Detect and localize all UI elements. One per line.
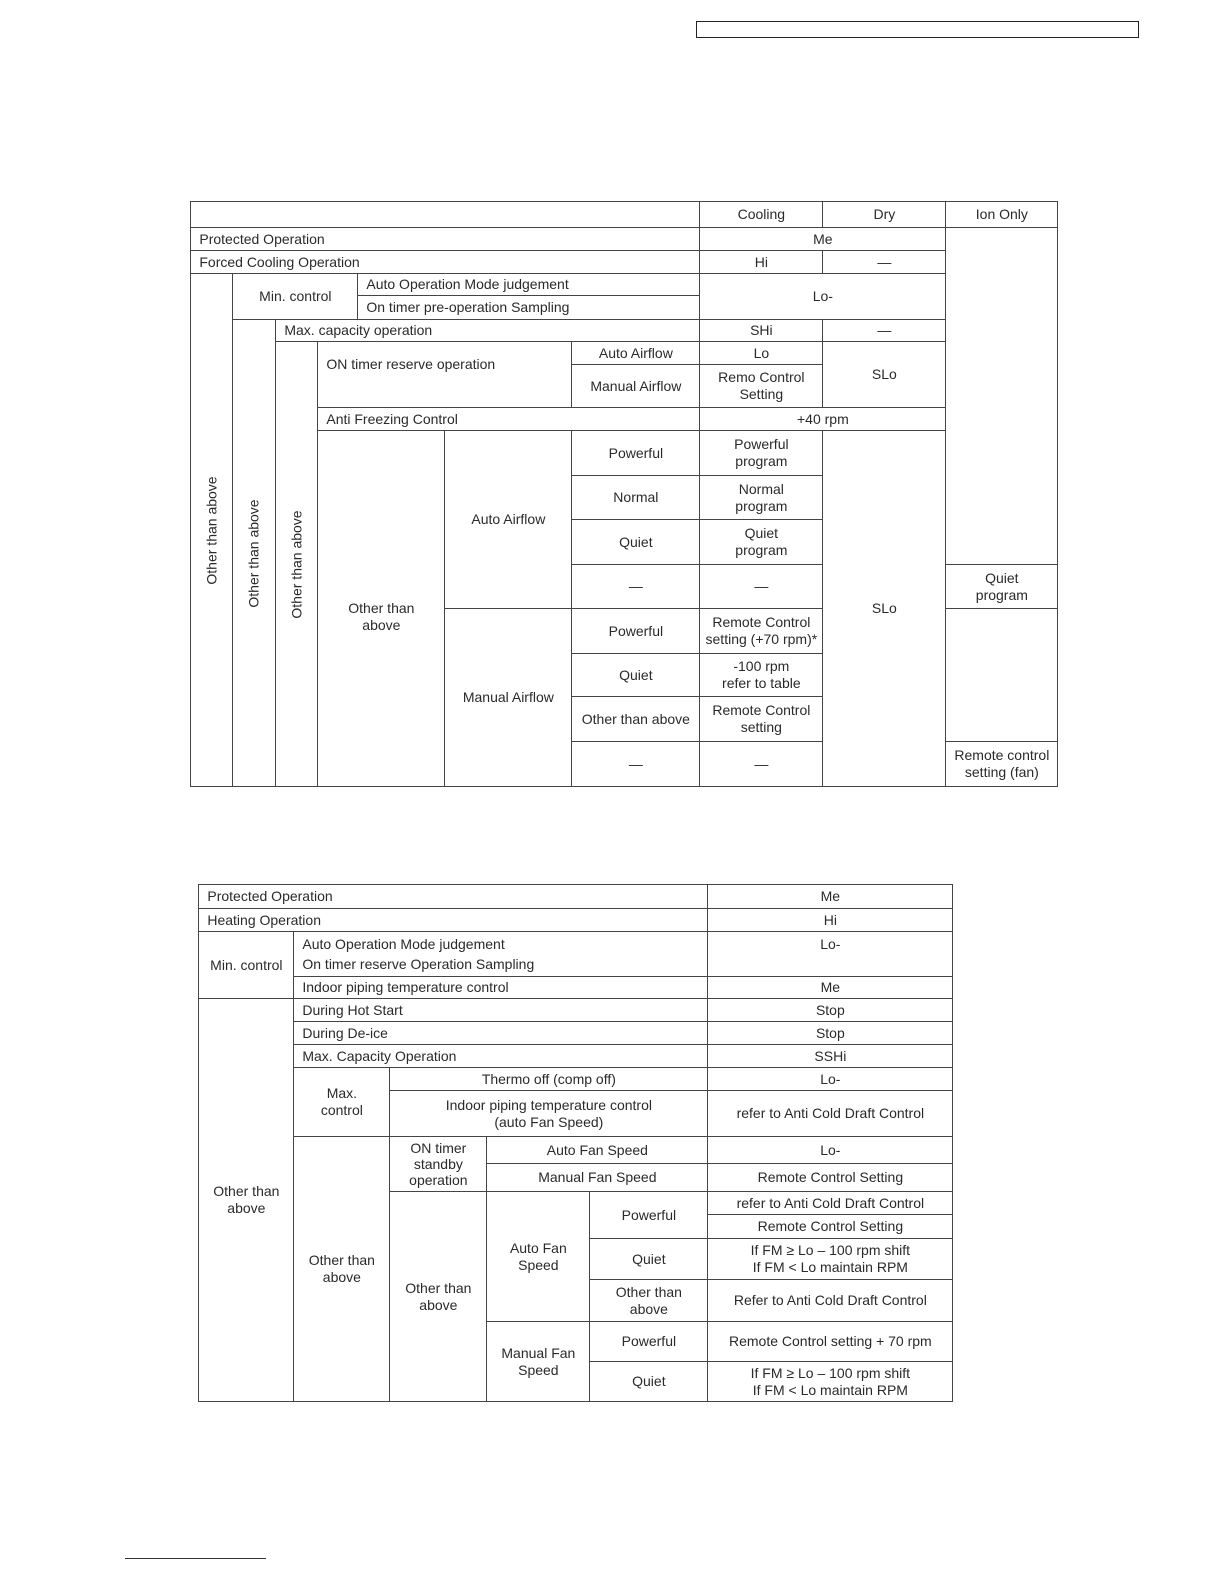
auto-powerful: Powerful [571,430,700,476]
manual-other-cooling: Remote Control setting [699,696,823,742]
h-min-control-items: Auto Operation Mode judgement On timer reserve Operation Sampling [293,931,708,977]
ion-remote-fan: Remote control setting (fan) [945,741,1058,787]
on-timer-reserve-label: ON timer reserve operation [317,341,572,408]
manual-powerful: Powerful [571,608,700,654]
h-de-ice-value: Stop [707,1021,953,1045]
h-hot-start-value: Stop [707,998,953,1022]
h-auto-fan-label: Auto Fan Speed [486,1191,590,1322]
on-timer-manual-airflow: Manual Airflow [571,364,700,408]
h-heating-label: Heating Operation [198,908,708,932]
h-on-timer-manual-value: Remote Control Setting [707,1163,953,1192]
anti-freezing-value: +40 rpm [699,407,946,431]
on-timer-manual-cooling: Remo Control Setting [699,364,823,408]
h-manual-quiet-value: If FM ≥ Lo – 100 rpm shift If FM < Lo maintain RPM [707,1361,953,1402]
forced-cooling-label: Forced Cooling Operation [190,250,700,274]
other-than-above-3-text: Other than above [288,510,305,619]
ion-quiet-program: Quiet program [945,564,1058,609]
forced-cooling-dry: — [822,250,946,274]
min-control-label: Min. control [232,273,358,320]
h-auto-other: Other than above [589,1279,708,1322]
h-other-than-above-1: Other than above [198,998,294,1402]
auto-airflow-label: Auto Airflow [444,430,572,609]
manual-quiet: Quiet [571,653,700,697]
h-manual-powerful-value: Remote Control setting + 70 rpm [707,1321,953,1362]
h-max-capacity-value: SSHi [707,1044,953,1068]
auto-quiet-cooling: Quiet program [699,519,823,565]
h-on-timer-auto: Auto Fan Speed [486,1136,708,1164]
on-timer-pre-operation: On timer pre-operation Sampling [357,295,700,320]
h-min-piping-label: Indoor piping temperature control [293,976,708,999]
manual-quiet-cooling: -100 rpm refer to table [699,653,823,697]
auto-dash: — [571,564,700,609]
header-box [696,21,1139,38]
h-thermo-off-label: Thermo off (comp off) [389,1067,708,1091]
h-auto-other-value: Refer to Anti Cold Draft Control [707,1279,953,1322]
h-other-than-above-2: Other than above [293,1136,390,1402]
protected-operation-label: Protected Operation [190,227,700,251]
manual-powerful-cooling: Remote Control setting (+70 rpm)* [699,608,823,654]
h-auto-powerful-value-2: Remote Control Setting [707,1214,953,1239]
ion-only-blank-top [945,227,1058,565]
on-timer-dry: SLo [822,341,946,408]
h-min-piping-value: Me [707,976,953,999]
h-thermo-off-value: Lo- [707,1067,953,1091]
footer-rule [125,1558,266,1559]
h-protected-value: Me [707,884,953,909]
h-max-piping-label: Indoor piping temperature control (auto Fan Speed) [389,1090,708,1137]
col-ion-only: Ion Only [945,201,1058,228]
other-than-above-1 [190,273,233,787]
max-capacity-cooling: SHi [699,319,823,342]
header-blank [190,201,700,228]
col-cooling: Cooling [699,201,823,228]
auto-quiet: Quiet [571,519,700,565]
auto-normal: Normal [571,475,700,520]
on-timer-auto-airflow: Auto Airflow [571,341,700,365]
anti-freezing-label: Anti Freezing Control [317,407,700,431]
dry-slo: SLo [822,430,946,787]
other-than-above-2 [232,319,276,787]
h-protected-label: Protected Operation [198,884,708,909]
max-capacity-label: Max. capacity operation [275,319,700,342]
h-auto-powerful: Powerful [589,1191,708,1239]
h-max-control-label: Max. control [293,1067,390,1137]
h-on-timer-manual: Manual Fan Speed [486,1163,708,1192]
ion-only-blank-mid [945,608,1058,742]
h-manual-powerful: Powerful [589,1321,708,1362]
auto-mode-judgement: Auto Operation Mode judgement [357,273,700,296]
h-manual-fan-label: Manual Fan Speed [486,1321,590,1402]
h-heating-value: Hi [707,908,953,932]
manual-dash: — [571,741,700,787]
other-than-above-3 [275,341,318,787]
h-auto-powerful-value-1: refer to Anti Cold Draft Control [707,1191,953,1215]
other-than-above-4: Other than above [317,430,445,787]
auto-dash-cooling: — [699,564,823,609]
h-min-control-label: Min. control [198,931,294,999]
manual-dash-cooling: — [699,741,823,787]
h-manual-quiet: Quiet [589,1361,708,1402]
other-than-above-2-text: Other than above [245,499,262,608]
manual-other: Other than above [571,696,700,742]
h-de-ice-label: During De-ice [293,1021,708,1045]
h-hot-start-label: During Hot Start [293,998,708,1022]
h-min-control-value: Lo- [707,931,953,977]
forced-cooling-cooling: Hi [699,250,823,274]
on-timer-auto-cooling: Lo [699,341,823,365]
h-max-piping-value: refer to Anti Cold Draft Control [707,1090,953,1137]
auto-powerful-cooling: Powerful program [699,430,823,476]
h-auto-quiet-value: If FM ≥ Lo – 100 rpm shift If FM < Lo maintain RPM [707,1238,953,1280]
manual-airflow-label: Manual Airflow [444,608,572,787]
h-on-timer-label: ON timer standby operation [389,1136,487,1192]
h-other-than-above-3: Other than above [389,1191,487,1402]
protected-operation-value: Me [699,227,946,251]
h-on-timer-auto-value: Lo- [707,1136,953,1164]
col-dry: Dry [822,201,946,228]
auto-normal-cooling: Normal program [699,475,823,520]
h-auto-quiet: Quiet [589,1238,708,1280]
min-control-value: Lo- [699,273,946,320]
max-capacity-dry: — [822,319,946,342]
h-max-capacity-label: Max. Capacity Operation [293,1044,708,1068]
other-than-above-1-text: Other than above [203,476,220,585]
